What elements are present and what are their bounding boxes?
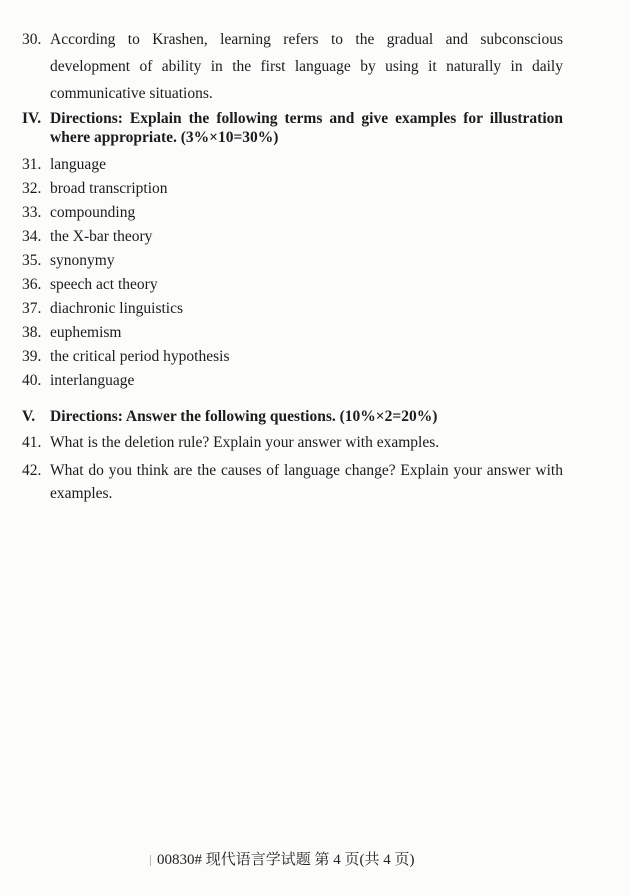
term-item-33 [22, 201, 563, 225]
term-number: 38. [22, 324, 42, 341]
section-heading-v [22, 407, 563, 426]
question-item-30 [22, 26, 563, 107]
question-number: 42. [22, 462, 42, 479]
term-item-36 [22, 273, 563, 297]
question-item-42 [22, 459, 563, 505]
term-item-40 [22, 369, 563, 393]
term-number: 33. [22, 204, 42, 221]
term-number: 31. [22, 156, 42, 173]
term-text: language [50, 156, 106, 173]
section-numeral: IV. [22, 110, 42, 127]
question-text: According to Krashen, learning refers to the gradual and subconscious development of ability in the first language by using it naturally in daily communicative situations. [50, 31, 563, 102]
question-text: What is the deletion rule? Explain your answer with examples. [50, 434, 440, 451]
question-number: 30. [22, 31, 42, 48]
term-number: 40. [22, 372, 42, 389]
section-numeral: V. [22, 408, 36, 425]
section-directions: Directions: Explain the following terms and give examples for illustration where appropriate. (3%×10=30%) [50, 110, 563, 146]
term-item-35 [22, 249, 563, 273]
section-directions: Directions: Answer the following questions. (10%×2=20%) [50, 408, 438, 425]
page-footer [150, 851, 415, 869]
question-text: What do you think are the causes of language change? Explain your answer with examples. [50, 462, 563, 502]
term-item-32 [22, 177, 563, 201]
term-number: 34. [22, 228, 42, 245]
term-item-31 [22, 153, 563, 177]
page-footer-text: 00830# 现代语言学试题 第 4 页(共 4 页) [157, 852, 415, 868]
term-text: compounding [50, 204, 136, 221]
term-text: the X-bar theory [50, 228, 153, 245]
terms-list [22, 153, 563, 393]
term-text: synonymy [50, 252, 115, 269]
section-heading-iv [22, 109, 563, 147]
term-text: speech act theory [50, 276, 158, 293]
term-item-38 [22, 321, 563, 345]
question-item-41 [22, 431, 563, 455]
term-text: diachronic linguistics [50, 300, 184, 317]
term-item-37 [22, 297, 563, 321]
term-item-34 [22, 225, 563, 249]
question-number: 41. [22, 434, 42, 451]
term-text: interlanguage [50, 372, 135, 389]
term-text: broad transcription [50, 180, 168, 197]
term-number: 39. [22, 348, 42, 365]
term-number: 37. [22, 300, 42, 317]
term-number: 36. [22, 276, 42, 293]
term-item-39 [22, 345, 563, 369]
term-number: 32. [22, 180, 42, 197]
term-number: 35. [22, 252, 42, 269]
scan-artifact [150, 855, 151, 866]
term-text: euphemism [50, 324, 122, 341]
term-text: the critical period hypothesis [50, 348, 230, 365]
